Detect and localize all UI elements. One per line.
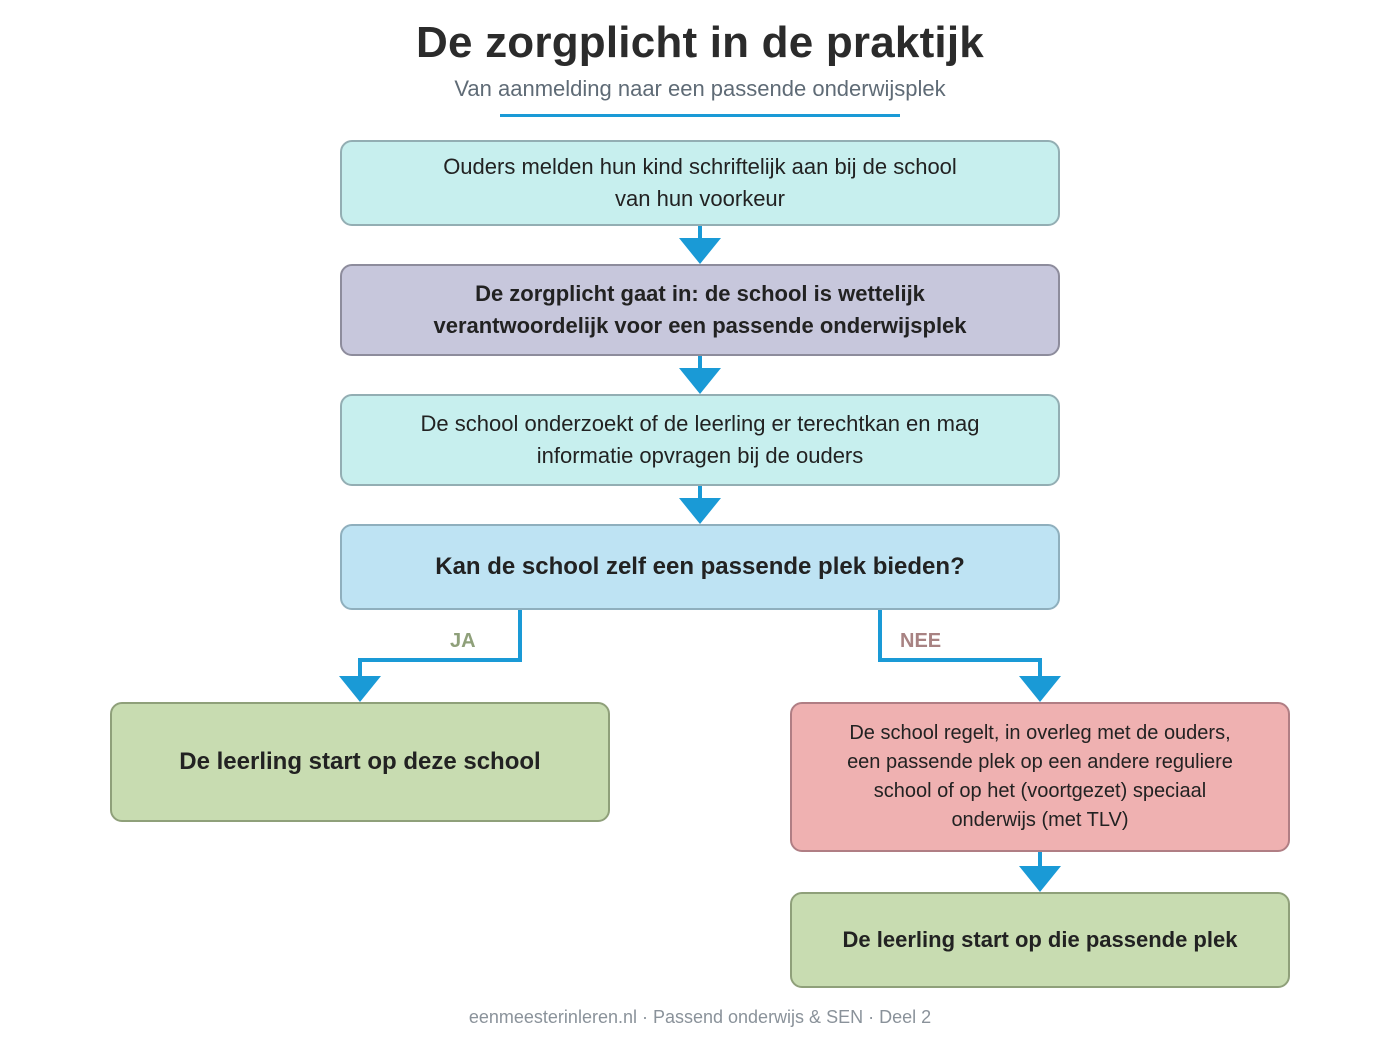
connector-ja [360, 610, 520, 678]
decision-question [340, 524, 1060, 610]
arrowhead-ja [339, 676, 381, 702]
step-onderzoek-line: informatie opvragen bij de ouders [536, 443, 864, 468]
branch-label-ja: JA [450, 630, 476, 652]
outcome-nee [790, 892, 1290, 988]
footer-credit: eenmeesterinleren.nl · Passend onderwijs & SEN · Deel 2 [468, 1007, 932, 1027]
step-nee-actie-line: school of op het (voortgezet) speciaal [873, 780, 1207, 802]
step-zorgplicht [340, 264, 1060, 356]
page-subtitle: Van aanmelding naar een passende onderwijsplek [454, 76, 946, 101]
step-aanmelding-line: van hun voorkeur [615, 186, 785, 211]
arrowhead-1-2 [679, 238, 721, 264]
arrowhead-6-7 [1019, 866, 1061, 892]
decision-question-text: Kan de school zelf een passende plek bieden? [435, 552, 965, 580]
outcome-nee-text: De leerling start op die passende plek [842, 927, 1238, 953]
arrowhead-3-4 [679, 498, 721, 524]
step-nee-actie-line: onderwijs (met TLV) [951, 809, 1129, 831]
step-nee-actie-line: een passende plek op een andere reguliere [847, 751, 1233, 773]
outcome-ja-text: De leerling start op deze school [179, 747, 541, 775]
step-zorgplicht-line: verantwoordelijk voor een passende onderwijsplek [433, 313, 967, 338]
step-onderzoek [340, 394, 1060, 486]
arrowhead-nee [1019, 676, 1061, 702]
step-nee-actie-line: De school regelt, in overleg met de ouders, [849, 722, 1231, 744]
step-onderzoek-line: De school onderzoekt of de leerling er terechtkan en mag [420, 411, 980, 437]
step-zorgplicht-line: De zorgplicht gaat in: de school is wettelijk [475, 281, 925, 307]
page-title: De zorgplicht in de praktijk [416, 18, 984, 67]
arrowhead-2-3 [679, 368, 721, 394]
step-aanmelding [340, 140, 1060, 226]
outcome-ja [110, 702, 610, 822]
branch-label-nee: NEE [900, 630, 942, 652]
step-nee-actie [790, 702, 1290, 852]
step-aanmelding-line: Ouders melden hun kind schriftelijk aan bij de school [443, 154, 957, 180]
